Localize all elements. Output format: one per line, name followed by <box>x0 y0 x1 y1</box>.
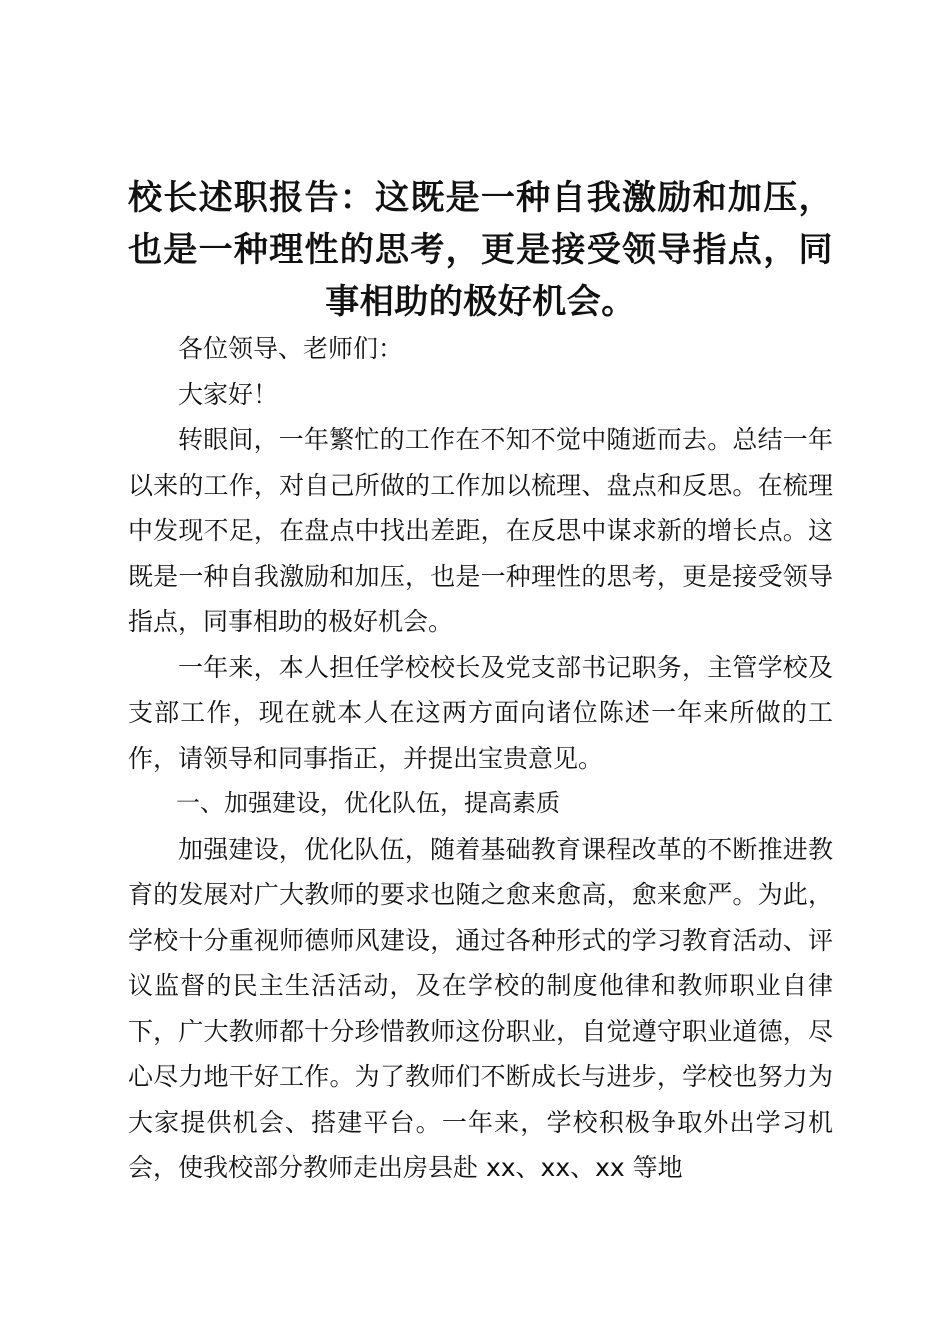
salutation-paragraph: 各位领导、老师们： <box>178 334 404 363</box>
intro-paragraph: 转眼间，一年繁忙的工作在不知不觉中随逝而去。总结一年以来的工作，对自己所做的工作加以梳理、盘点和反思。在梳理中发现不足，在盘点中找出差距，在反思中谋求新的增长点。这既是一种自我激励和加压，也是一种理性的思考，更是接受领导指点，同事相助的极好机会。 <box>128 425 833 636</box>
greeting-paragraph: 大家好！ <box>178 379 279 409</box>
section-body-paragraph: 加强建设，优化队伍，随着基础教育课程改革的不断推进教育的发展对广大教师的要求也随之愈来愈高，愈来愈严。为此，学校十分重视师德师风建设，通过各种形式的学习教育活动、评议监督的民主生活活动，及在学校的制度他律和教师职业自律下，广大教师都十分珍惜教师这份职业，自觉遵守职业道德，尽心尽力地干好工作。为了教师们不断成长与进步，学校也努力为大家提供机会、搭建平台。一年来，学校积极争取外出学习机会，使我校部分教师走出房县赴 xx、xx、xx 等地 <box>128 834 833 1182</box>
document-title: 校长述职报告：这既是一种自我激励和加压，也是一种理性的思考，更是接受领导指点，同事相助的极好机会。 <box>128 178 833 322</box>
document-body <box>128 326 833 1191</box>
section-heading: 一、加强建设，优化队伍，提高素质 <box>176 789 560 817</box>
role-paragraph: 一年来，本人担任学校校长及党支部书记职务，主管学校及支部工作，现在就本人在这两方面向诸位陈述一年来所做的工作，请领导和同事指正，并提出宝贵意见。 <box>128 652 833 773</box>
